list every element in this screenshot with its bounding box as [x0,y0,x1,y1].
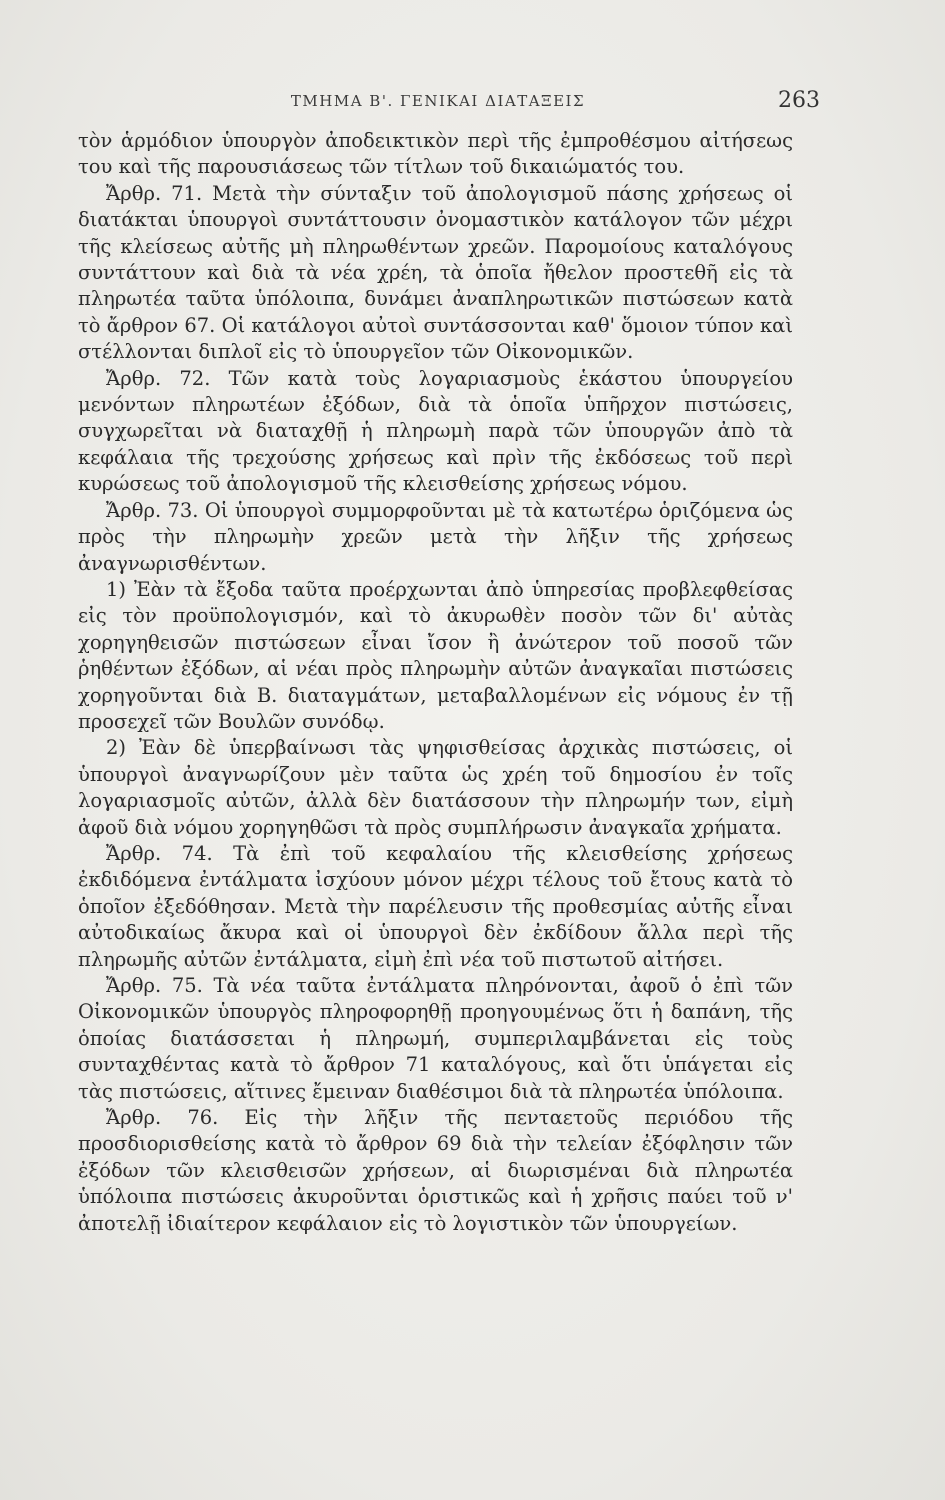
paragraph-continuation: τὸν ἁρμόδιον ὑπουργὸν ἀποδεικτικὸν περὶ τῆς ἐμπροθέσμου αἰτήσεως του καὶ τῆς παρουσιάσεως τῶν τίτλων τοῦ δικαιώματός του. [78,129,793,179]
article-73: Ἄρθρ. 73. Οἱ ὑπουργοὶ συμμορφοῦνται μὲ τὰ κατωτέρω ὁριζόμενα ὡς πρὸς τὴν πληρωμὴν χρεῶν μετὰ τὴν λῆξιν τῆς χρήσεως ἀναγνωρισθέντων. [78,498,793,575]
page-number: 263 [778,88,820,113]
article-74: Ἄρθρ. 74. Τὰ ἐπὶ τοῦ κεφαλαίου τῆς κλεισθείσης χρήσεως ἐκδιδόμενα ἐντάλματα ἰσχύουν μόνον μέχρι τέλους τοῦ ἔτους κατὰ τὸ ὁποῖον ἐξεδόθησαν. Μετὰ τὴν παρέλευσιν τῆς προθεσμίας αὐτῆς εἶναι αὐτοδικαίως ἄκυρα καὶ οἱ ὑπουργοὶ δὲν ἐκδίδουν ἄλλα περὶ τῆς πληρωμῆς αὐτῶν ἐντάλματα, εἰμὴ ἐπὶ νέα τοῦ πιστωτοῦ αἰτήσει. [78,841,793,971]
article-71: Ἄρθρ. 71. Μετὰ τὴν σύνταξιν τοῦ ἀπολογισμοῦ πάσης χρήσεως οἱ διατάκται ὑπουργοὶ συντάττουσιν ὀνομαστικὸν κατάλογον τῶν μέχρι τῆς κλείσεως αὐτῆς μὴ πληρωθέντων χρεῶν. Παρομοίους καταλόγους συντάττουν καὶ διὰ τὰ νέα χρέη, τὰ ὁποῖα ἤθελον προστεθῆ εἰς τὰ πληρωτέα ταῦτα ὑπόλοιπα, δυνάμει ἀναπληρωτικῶν πιστώσεων κατὰ τὸ ἄρθρον 67. Οἱ κατάλογοι αὐτοὶ συντάσσονται καθ' ὅμοιον τύπον καὶ στέλλονται διπλοῖ εἰς τὸ ὑπουργεῖον τῶν Οἰκονομικῶν. [78,181,793,364]
page-header [78,88,820,120]
article-73-clause-2: 2) Ἐὰν δὲ ὑπερβαίνωσι τὰς ψηφισθείσας ἀρχικὰς πιστώσεις, οἱ ὑπουργοὶ ἀναγνωρίζουν μὲν ταῦτα ὡς χρέη τοῦ δημοσίου ἐν τοῖς λογαριασμοῖς αὐτῶν, ἀλλὰ δὲν διατάσσουν τὴν πληρωμήν των, εἰμὴ ἀφοῦ διὰ νόμου χορηγηθῶσι τὰ πρὸς συμπλήρωσιν ἀναγκαῖα χρήματα. [78,736,793,839]
running-head: ΤΜΗΜΑ Β'. ΓΕΝΙΚΑΙ ΔΙΑΤΑΞΕΙΣ [290,92,586,110]
article-76: Ἄρθρ. 76. Εἰς τὴν λῆξιν τῆς πενταετοῦς περιόδου τῆς προσδιορισθείσης κατὰ τὸ ἄρθρον 69 διὰ τὴν τελείαν ἐξόφλησιν τῶν ἐξόδων τῶν κλεισθεισῶν χρήσεων, αἱ διωρισμέναι διὰ πληρωτέα ὑπόλοιπα πιστώσεις ἀκυροῦνται ὁριστικῶς καὶ ἡ χρῆσις παύει τοῦ ν' ἀποτελῇ ἰδιαίτερον κεφάλαιον εἰς τὸ λογιστικὸν τῶν ὑπουργείων. [78,1106,793,1235]
article-75: Ἄρθρ. 75. Τὰ νέα ταῦτα ἐντάλματα πληρόνονται, ἀφοῦ ὁ ἐπὶ τῶν Οἰκονομικῶν ὑπουργὸς πληροφορηθῇ προηγουμένως ὅτι ἡ δαπάνη, τῆς ὁποίας διατάσσεται ἡ πληρωμή, συμπεριλαμβάνεται εἰς τοὺς συνταχθέντας κατὰ τὸ ἄρθρον 71 καταλόγους, καὶ ὅτι ὑπάγεται εἰς τὰς πιστώσεις, αἵτινες ἔμειναν διαθέσιμοι διὰ τὰ πληρωτέα ὑπόλοιπα. [78,974,793,1103]
article-72: Ἄρθρ. 72. Τῶν κατὰ τοὺς λογαριασμοὺς ἑκάστου ὑπουργείου μενόντων πληρωτέων ἐξόδων, διὰ τὰ ὁποῖα ὑπῆρχον πιστώσεις, συγχωρεῖται νὰ διαταχθῇ ἡ πληρωμὴ παρὰ τῶν ὑπουργῶν ἀπὸ τὰ κεφάλαια τῆς τρεχούσης χρήσεως καὶ πρὶν τῆς ἐκδόσεως τοῦ περὶ κυρώσεως τοῦ ἀπολογισμοῦ τῆς κλεισθείσης χρήσεως νόμου. [78,366,793,496]
article-73-clause-1: 1) Ἐὰν τὰ ἔξοδα ταῦτα προέρχωνται ἀπὸ ὑπηρεσίας προβλεφθείσας εἰς τὸν προϋπολογισμόν, καὶ τὸ ἀκυρωθὲν ποσὸν τῶν δι' αὐτὰς χορηγηθεισῶν πιστώσεων εἶναι ἴσον ἢ ἀνώτερον τοῦ ποσοῦ τῶν ῥηθέντων ἐξόδων, αἱ νέαι πρὸς πληρωμὴν αὐτῶν ἀναγκαῖαι πιστώσεις χορηγοῦνται διὰ Β. διαταγμάτων, μεταβαλλομένων εἰς νόμους ἐν τῇ προσεχεῖ τῶν Βουλῶν συνόδῳ. [78,577,793,733]
body-text [78,128,793,1237]
